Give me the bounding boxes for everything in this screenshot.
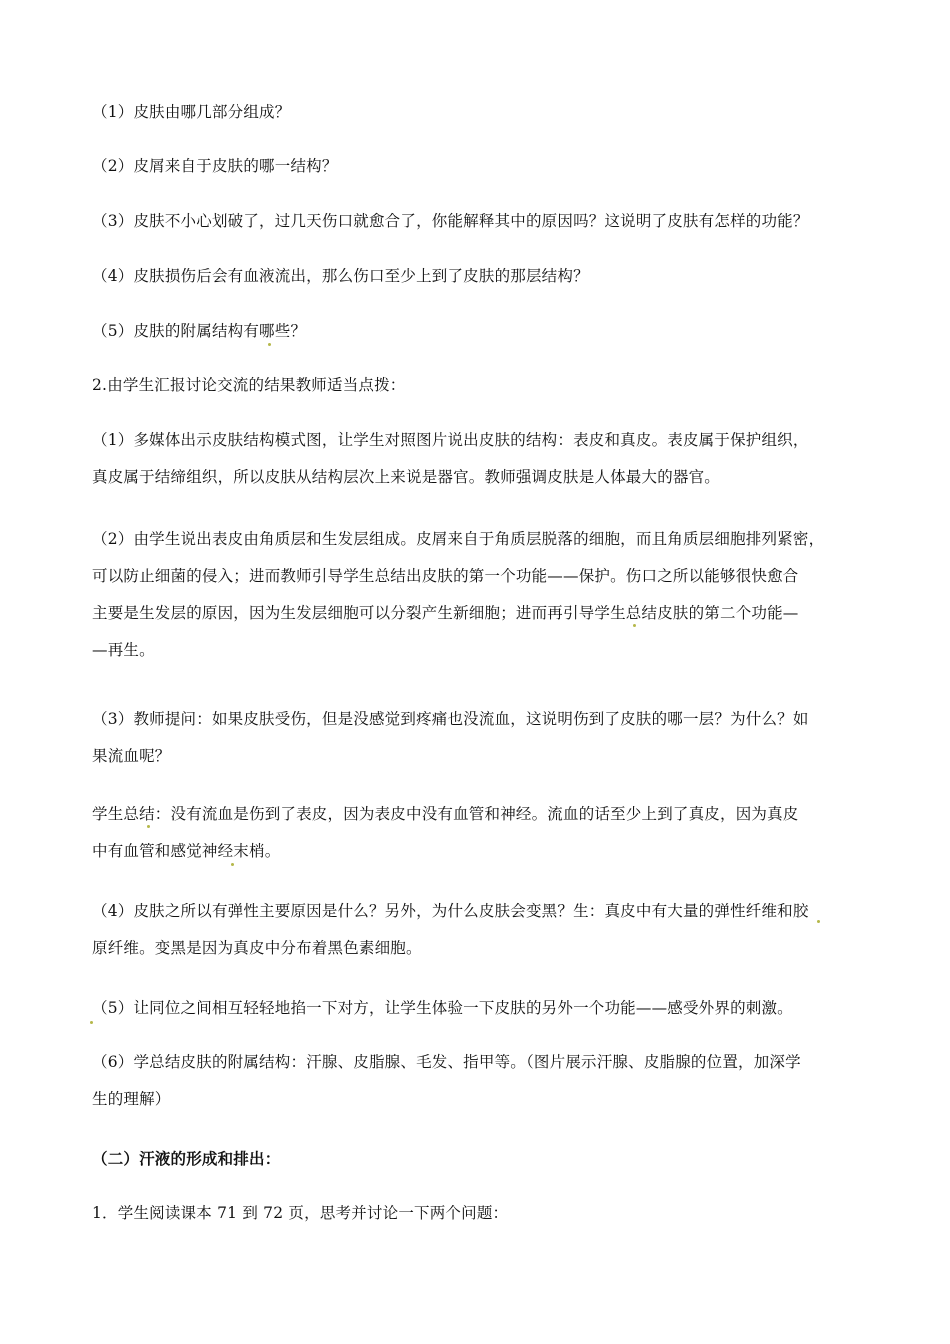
stray-mark	[231, 863, 234, 866]
heading-sweat: （二）汗液的形成和排出：	[92, 1150, 281, 1168]
question-2: （2）皮屑来自于皮肤的哪一结构？	[92, 157, 338, 175]
answer-4: （4）皮肤之所以有弹性主要原因是什么？另外，为什么皮肤会变黑？生：真皮中有大量的弹性纤维和胶 原纤维。变黑是因为真皮中分布着黑色素细胞。	[92, 902, 809, 957]
stray-mark	[268, 343, 271, 346]
stray-mark	[90, 1021, 93, 1024]
student-summary: 学生总结：没有流血是伤到了表皮，因为表皮中没有血管和神经。流血的话至少上到了真皮，因为真皮 中有血管和感觉神经末梢。	[92, 805, 799, 860]
question-1: （1）皮肤由哪几部分组成？	[92, 103, 291, 121]
question-5: （5）皮肤的附属结构有哪些？	[92, 322, 307, 340]
stray-mark	[147, 825, 150, 828]
answer-6: （6）学总结皮肤的附属结构：汗腺、皮脂腺、毛发、指甲等。（图片展示汗腺、皮脂腺的位置，加深学 生的理解）	[92, 1053, 801, 1108]
item-1: 1．学生阅读课本 71 到 72 页，思考并讨论一下两个问题：	[92, 1204, 509, 1222]
question-4: （4）皮肤损伤后会有血液流出，那么伤口至少上到了皮肤的那层结构？	[92, 267, 589, 285]
answer-2: （2）由学生说出表皮由角质层和生发层组成。皮屑来自于角质层脱落的细胞，而且角质层细胞排列紧密， 可以防止细菌的侵入；进而教师引导学生总结出皮肤的第一个功能——保护。伤口之所以能够很快愈合 主要是生发层的原因，因为生发层细胞可以分裂产生新细胞；进而再引导学生总结皮肤的第二个功能— —再生。	[92, 530, 825, 659]
stray-mark	[817, 920, 820, 923]
answer-5: （5）让同位之间相互轻轻地掐一下对方，让学生体验一下皮肤的另外一个功能——感受外界的刺激。	[92, 999, 793, 1017]
section-2-title: 2.由学生汇报讨论交流的结果教师适当点拨：	[92, 376, 406, 394]
stray-mark	[633, 624, 636, 627]
answer-1: （1）多媒体出示皮肤结构模式图，让学生对照图片说出皮肤的结构：表皮和真皮。表皮属于保护组织， 真皮属于结缔组织，所以皮肤从结构层次上来说是器官。教师强调皮肤是人体最大的器官。	[92, 431, 809, 486]
question-3: （3）皮肤不小心划破了，过几天伤口就愈合了，你能解释其中的原因吗？这说明了皮肤有怎样的功能？	[92, 212, 809, 230]
answer-3: （3）教师提问：如果皮肤受伤，但是没感觉到疼痛也没流血，这说明伤到了皮肤的哪一层？为什么？如 果流血呢？	[92, 710, 809, 765]
